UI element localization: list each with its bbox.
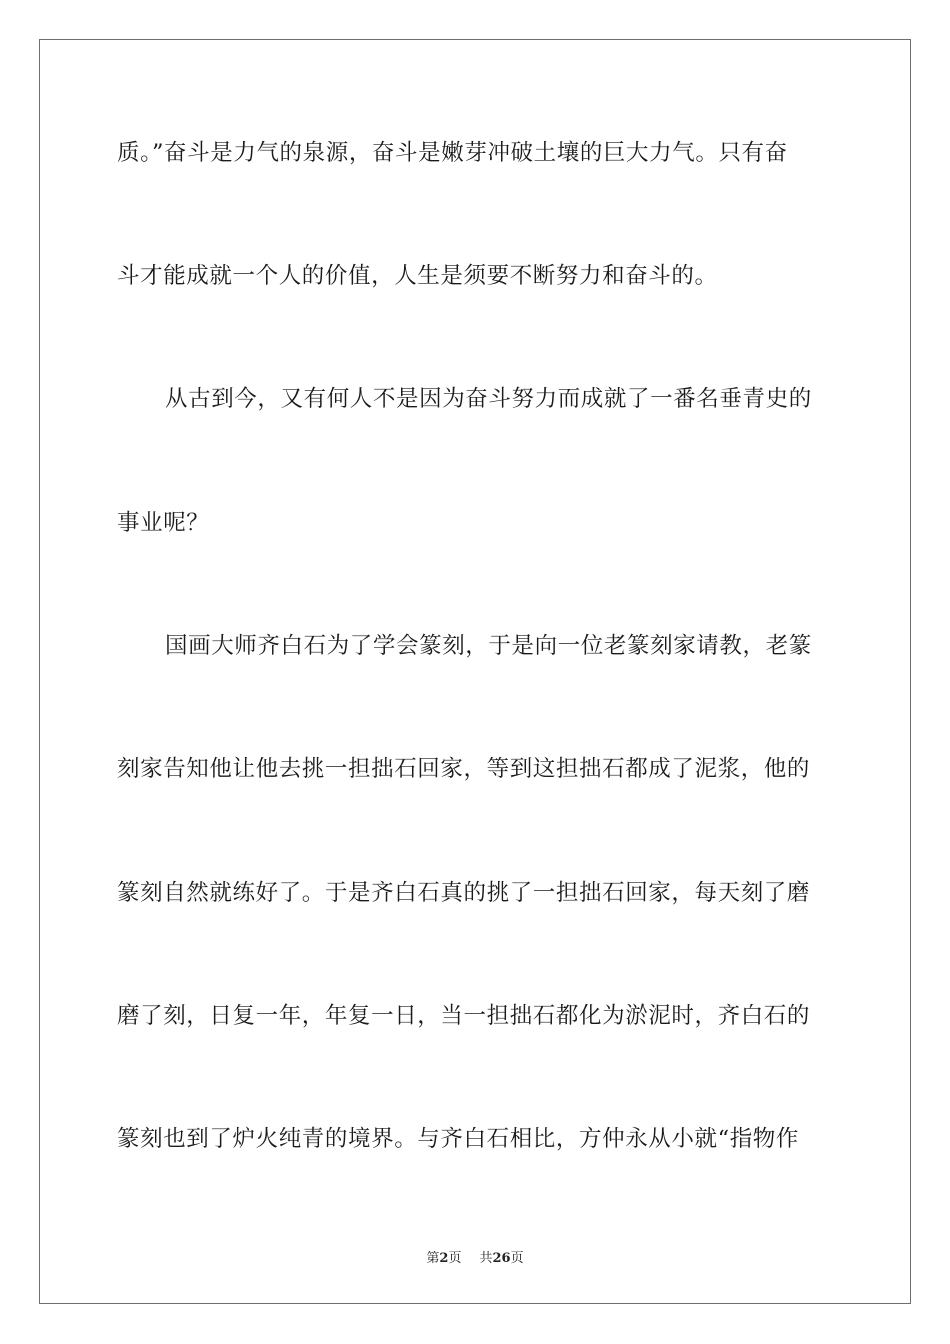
total-suffix: 页 xyxy=(510,1251,524,1266)
text-line: 斗才能成就一个人的价值，人生是须要不断努力和奋斗的。 xyxy=(117,263,718,289)
page-number: 2 xyxy=(439,1251,449,1266)
page-prefix: 第 xyxy=(426,1251,440,1266)
text-line: 事业呢？ xyxy=(117,510,210,536)
page-footer xyxy=(0,1247,950,1266)
text-line: 刻家告知他让他去挑一担拙石回家，等到这担拙石都成了泥浆，他的 xyxy=(117,756,811,782)
page-suffix: 页 xyxy=(448,1251,462,1266)
page-frame xyxy=(39,39,911,1304)
text-line: 篆刻也到了炉火纯青的境界。与齐白石相比，方仲永从小就“指物作 xyxy=(117,1126,800,1152)
text-line: 质。”奋斗是力气的泉源，奋斗是嫩芽冲破土壤的巨大力气。只有奋 xyxy=(117,140,788,166)
text-line: 从古到今，又有何人不是因为奋斗努力而成就了一番名垂青史的 xyxy=(165,386,812,412)
text-line: 国画大师齐白石为了学会篆刻，于是向一位老篆刻家请教，老篆 xyxy=(165,633,812,659)
text-line: 磨了刻，日复一年，年复一日，当一担拙石都化为淤泥时，齐白石的 xyxy=(117,1003,811,1029)
total-pages: 26 xyxy=(492,1251,511,1266)
text-line: 篆刻自然就练好了。于是齐白石真的挑了一担拙石回家，每天刻了磨 xyxy=(117,880,811,906)
total-prefix: 共 xyxy=(479,1251,493,1266)
